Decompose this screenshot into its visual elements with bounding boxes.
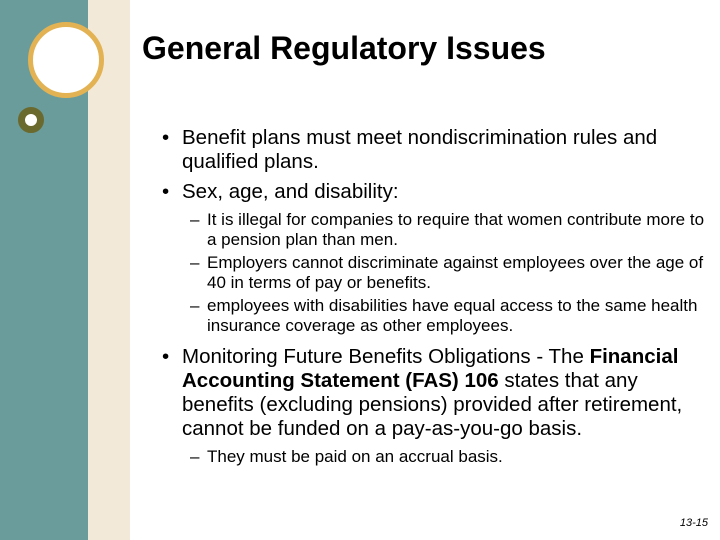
- sub-list-monitoring: [162, 447, 710, 467]
- bullet-monitoring-fas: Financial Accounting Statement (FAS) 106: [182, 345, 679, 392]
- bullet-nondiscrimination: • Benefit plans must meet nondiscrimination rules and qualified plans.: [162, 126, 710, 174]
- bullet-monitoring-intro: Monitoring Future Benefits Obligations - The: [182, 345, 584, 368]
- decorative-ring-icon: [28, 22, 104, 98]
- slide-title: General Regulatory Issues: [142, 30, 546, 66]
- sub-item-disability: – employees with disabilities have equal access to the same health insurance coverage as other employees.: [182, 296, 710, 335]
- sub-item-age: – Employers cannot discriminate against employees over the age of 40 in terms of pay or benefits.: [182, 253, 710, 292]
- bullet-monitoring: [162, 345, 710, 441]
- bullet-monitoring-rest: states that any benefits (excluding pensions) provided after retirement, cannot be funded on a pay-as-you-go basis.: [182, 369, 683, 440]
- bullet-sex-age-disability: • Sex, age, and disability:: [162, 180, 710, 204]
- slide-body: [162, 126, 710, 477]
- sub-item-pension: – It is illegal for companies to require that women contribute more to a pension plan than men.: [182, 210, 710, 249]
- decorative-dot-icon: [18, 107, 44, 133]
- sub-item-accrual: – They must be paid on an accrual basis.: [182, 447, 710, 467]
- sub-list-sex-age-disability: [162, 210, 710, 335]
- page-number: 13-15: [679, 517, 708, 529]
